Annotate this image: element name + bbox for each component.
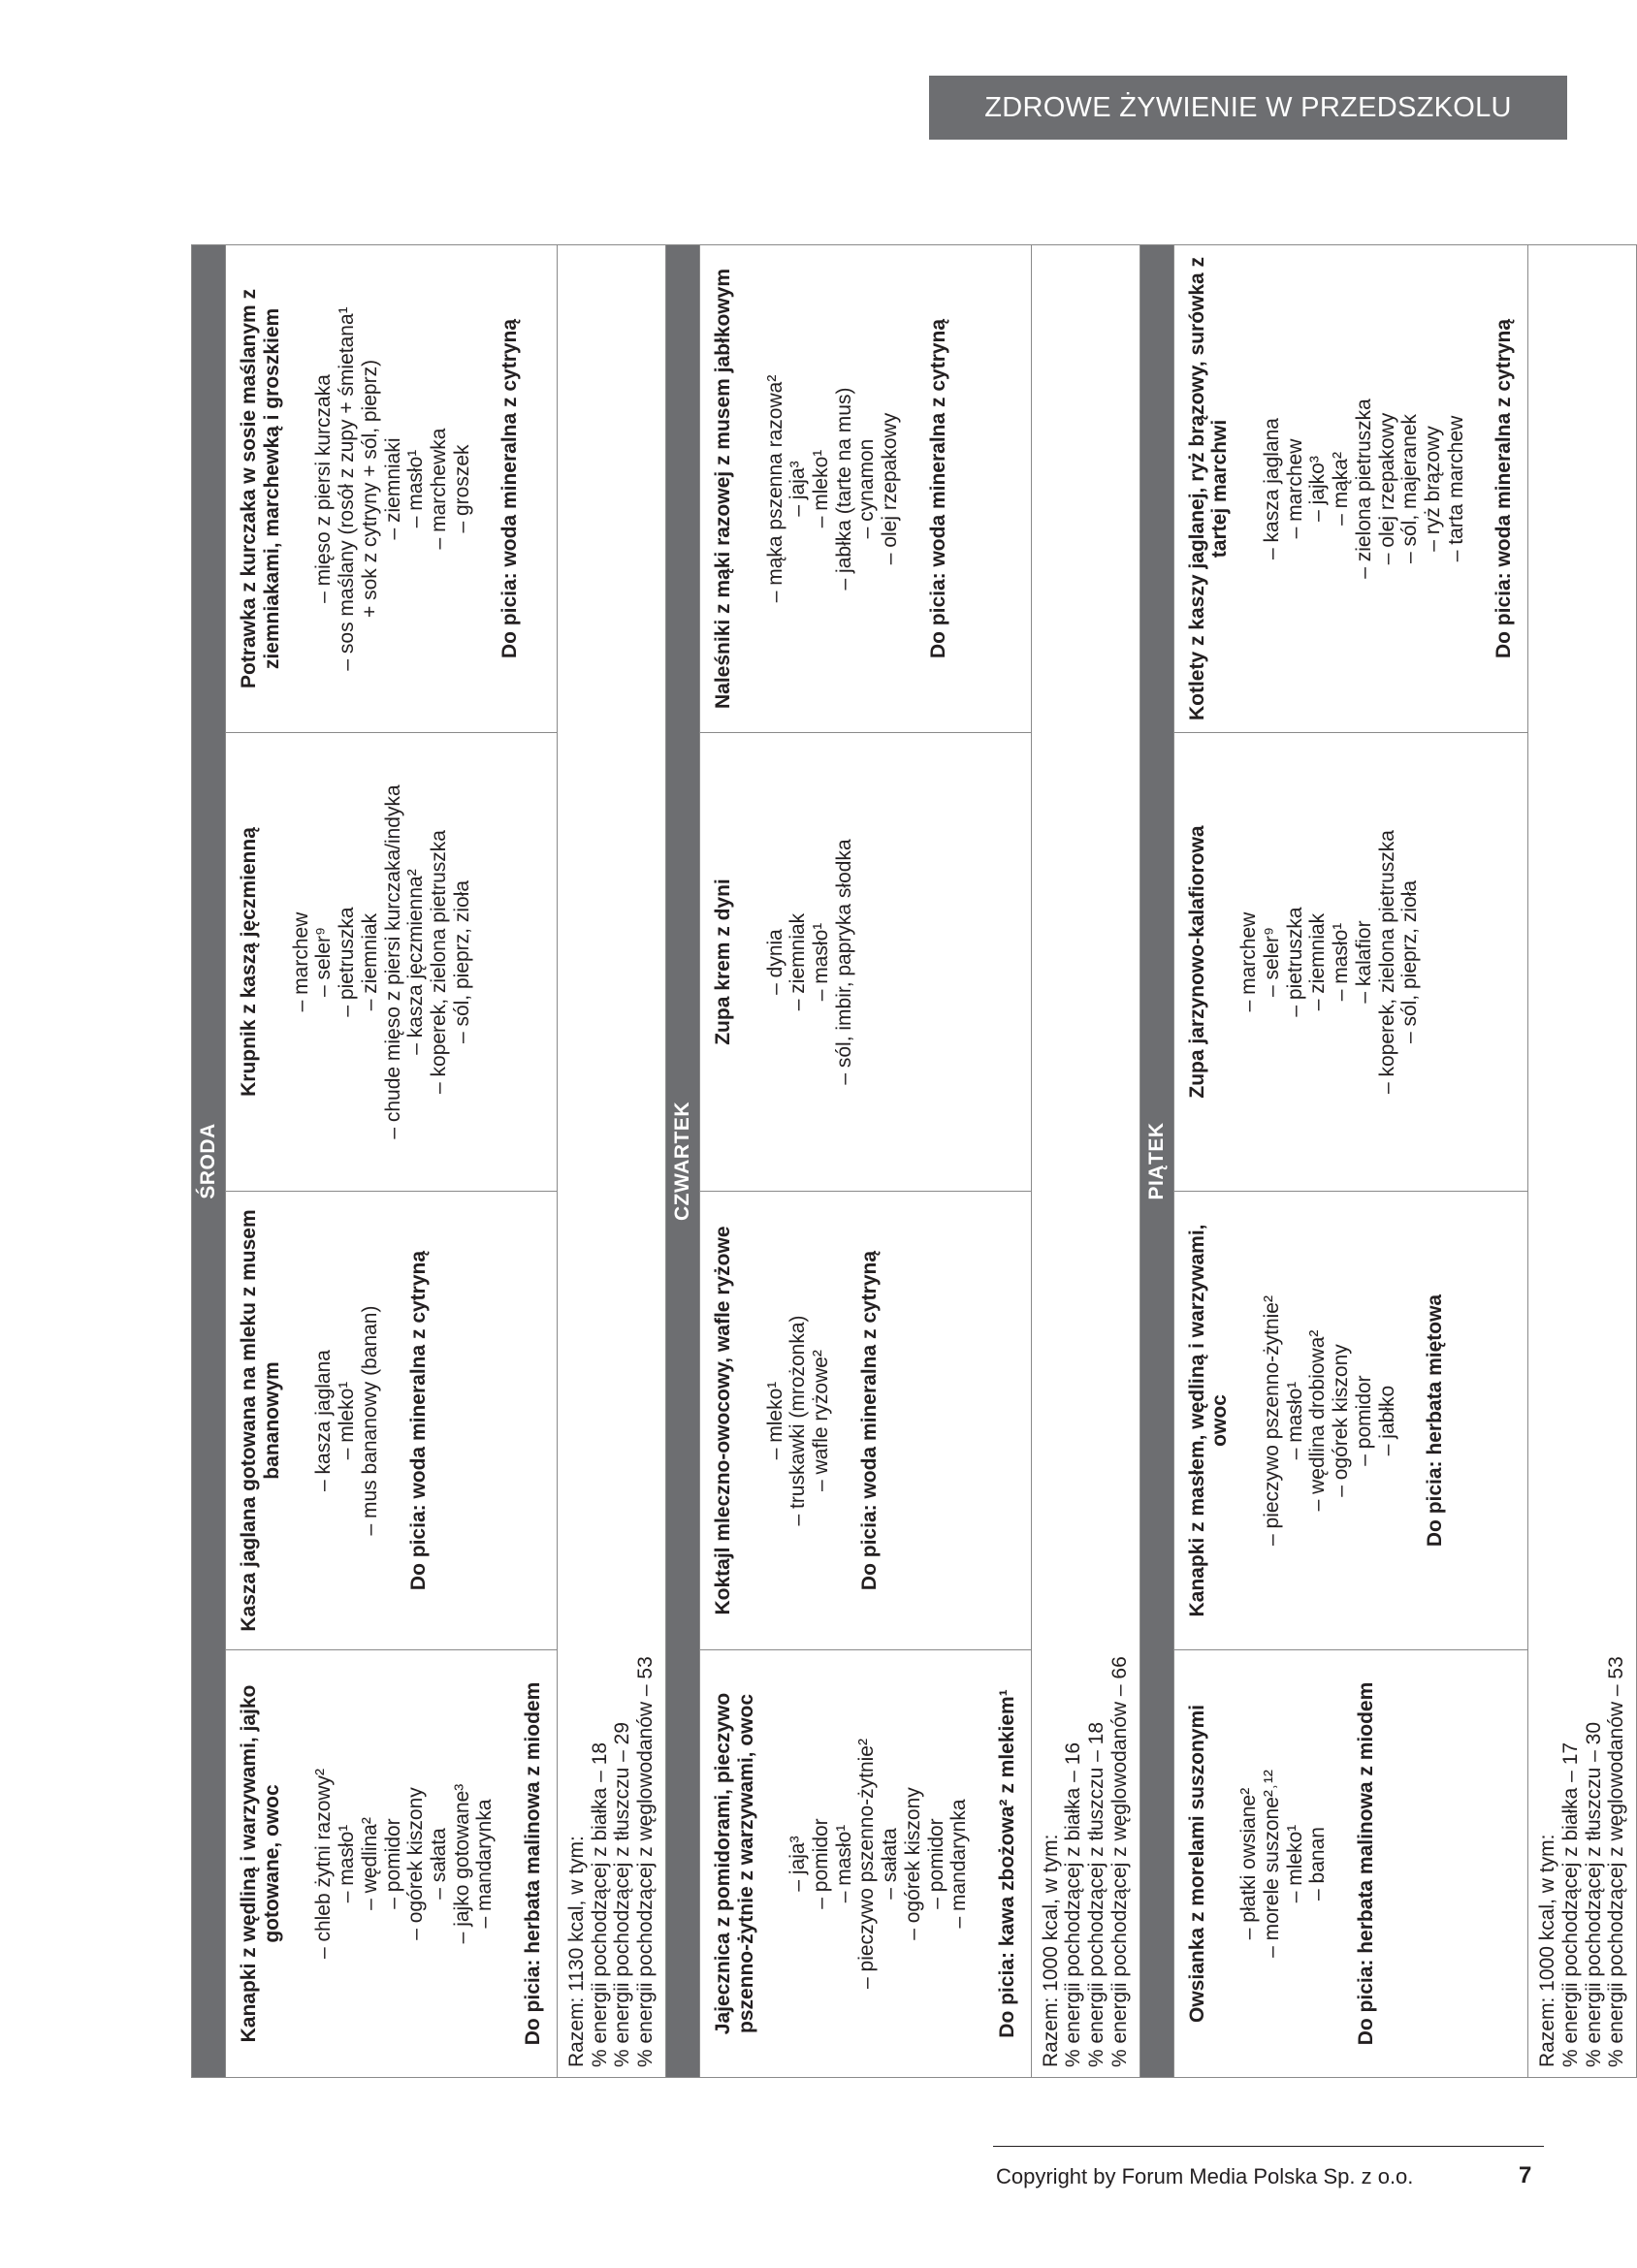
dish-name: Kasza jaglana gotowana na mleku z musem bananowym [238,1209,283,1632]
dish-name: Zupa jarzynowo-kalafiorowa [1185,825,1208,1099]
page-header-band [929,76,1567,140]
drink-line: Do picia: woda mineralna z cytryną [406,1250,430,1591]
menu-table-rotated [191,245,1628,2078]
ingredient: – mleko¹ [809,449,832,528]
summary-line: Razem: 1000 kcal, w tym: [1536,1834,1559,2067]
summary-line: % energii pochodzącej z białka – 17 [1558,1741,1582,2067]
ingredient: – pieczywo pszenno-żytnie² [1261,1295,1283,1546]
ingredient: – pietruszka [336,907,359,1017]
ingredient: – tarta marchew [1444,415,1467,562]
ingredient: – mąka² [1330,452,1353,526]
ingredient: – dynia [763,929,786,995]
ingredient: – ziemniak [358,912,381,1011]
meal-cell [1173,1192,1528,1650]
dish-name: Kanapki z wędliną i warzywami, jajko gotowane, owoc [238,1684,283,2043]
ingredient: – marchew [1283,438,1306,539]
dish-name: Jajecznica z pomidorami, pieczywo pszenno-żytnie z warzywami, owoc [711,1692,757,2035]
summary-line: % energii pochodzącej z tłuszczu – 29 [611,1721,634,2067]
ingredient: – pomidor [809,1818,832,1909]
page-number: 7 [1519,2162,1532,2188]
summary-row [1031,244,1139,2077]
ingredient: – pomidor [1352,1375,1375,1466]
ingredient: – masło¹ [809,922,832,1002]
meal-cell [226,733,558,1192]
ingredient: – sól, pieprz, zioła [450,879,473,1044]
ingredient: – jajko³ [1306,456,1330,522]
ingredient: – sól, pieprz, zioła [1398,879,1422,1044]
ingredient: – kasza jęczmienna² [404,869,428,1055]
summary-line: Razem: 1130 kcal, w tym: [564,1836,588,2067]
meals-row [1173,244,1528,2077]
meal-cell [699,1650,1031,2078]
summary-line: % energii pochodzącej z białka – 18 [588,1741,611,2067]
drink-line: Do picia: herbata malinowa z miodem [522,1681,545,2046]
ingredient: – masło¹ [1283,1381,1306,1460]
ingredient: – sól, majeranek [1398,413,1422,564]
summary-row [557,244,665,2077]
meal-cell [1173,733,1528,1192]
ingredient: – ogórek kiszony [1330,1344,1353,1497]
ingredient: – seler⁹ [312,926,336,998]
meals-row [226,244,558,2077]
ingredient: – pomidor [381,1818,404,1909]
drink-line: Do picia: woda mineralna z cytryną [926,318,949,659]
summary-row [1528,244,1637,2077]
ingredient: – ogórek kiszony [404,1787,428,1940]
dish-name: Kanapki z masłem, wędliną i warzywami, owoc [1185,1224,1232,1617]
ingredient: – jaja³ [786,1836,810,1892]
day-header-czwartek: CZWARTEK [665,244,699,2077]
dish-name: Koktajl mleczno-owocowy, wafle ryżowe [711,1226,734,1615]
ingredient: – mleko¹ [336,1381,359,1460]
ingredient: – wędlina drobiowa² [1306,1329,1330,1512]
footer-copyright: Copyright by Forum Media Polska Sp. z o.o. [996,2164,1414,2188]
ingredient: – cynamon [855,438,879,539]
ingredient: – morele suszone²˒¹² [1261,1770,1283,1958]
ingredient: – masło¹ [1330,922,1353,1002]
ingredient: – masło¹ [832,1824,855,1903]
ingredient: – masło¹ [404,449,428,528]
nutrition-summary [557,244,665,2077]
meal-cell [699,733,1031,1192]
day-header-sroda: ŚRODA [192,244,226,2077]
ingredient: – pomidor [924,1818,947,1909]
ingredient: – ziemniak [1306,912,1330,1011]
meal-cell [1173,1650,1528,2078]
meal-cell [1173,244,1528,732]
drink-line: Do picia: woda mineralna z cytryną [857,1250,881,1591]
summary-line: % energii pochodzącej z węglowodanów – 66 [1107,1656,1131,2067]
ingredient: – mleko¹ [1283,1824,1306,1903]
summary-line: % energii pochodzącej z tłuszczu – 30 [1582,1721,1605,2067]
ingredient: – seler⁹ [1261,926,1283,998]
ingredient: – jabłka (tarte na mus) [832,387,855,591]
ingredient: – wędlina² [358,1817,381,1910]
ingredient: – ziemniaki [381,437,404,540]
ingredient: + sok z cytryny + sól, pieprz) [358,359,381,619]
dish-name: Zupa krem z dyni [711,878,734,1045]
dish-name: Krupnik z kaszą jęczmienną [238,827,260,1097]
meals-row [699,244,1031,2077]
ingredient: – banan [1306,1827,1330,1901]
dish-name: Naleśniki z mąki razowej z musem jabłkowym [711,268,734,709]
ingredient: – kalafior [1352,920,1375,1004]
page-header-title: ZDROWE ŻYWIENIE W PRZEDSZKOLU [984,91,1512,123]
ingredient: – koperek, zielona pietruszka [428,830,451,1094]
ingredient: – marchew [1237,911,1261,1012]
day-header-row [1139,244,1173,2077]
meal-cell [226,244,558,732]
ingredient: – ryż brązowy [1422,426,1445,552]
nutrition-summary [1528,244,1637,2077]
ingredient: – marchew [289,911,312,1012]
summary-line: Razem: 1000 kcal, w tym: [1039,1834,1062,2067]
dish-name: Potrawka z kurczaka w sosie maślanym z ziemniakami, marchewką i groszkiem [238,288,283,689]
ingredient: – marchewka [428,428,451,550]
nutrition-summary [1031,244,1139,2077]
dish-name: Owsianka z morelami suszonymi [1185,1705,1208,2023]
summary-line: % energii pochodzącej z węglowodanów – 53 [634,1656,658,2067]
ingredient: – wafle ryżowe² [809,1350,832,1491]
meal-cell [226,1192,558,1650]
dish-name: Kotlety z kaszy jaglanej, ryż brązowy, surówka z tartej marchwi [1185,256,1232,721]
ingredient: – kasza jaglana [1261,418,1283,559]
ingredient: – jaja³ [786,461,810,517]
ingredient: – mąka pszenna razowa² [763,374,786,603]
day-header-row [192,244,226,2077]
ingredient: – olej rzepakowy [879,412,902,565]
meal-cell [699,244,1031,732]
ingredient: – mleko¹ [763,1381,786,1460]
day-header-row [665,244,699,2077]
summary-line: % energii pochodzącej z tłuszczu – 18 [1085,1721,1108,2067]
ingredient: – mus bananowy (banan) [358,1305,381,1536]
ingredient: – mandarynka [947,1799,971,1929]
ingredient: – sałata [879,1828,902,1900]
drink-line: Do picia: woda mineralna z cytryną [498,318,522,659]
ingredient: – koperek, zielona pietruszka [1375,830,1398,1094]
ingredient: – mięso z piersi kurczaka [312,374,336,603]
menu-table [191,244,1637,2078]
ingredient: – ziemniak [786,912,810,1011]
ingredient: – jajko gotowane³ [450,1783,473,1944]
summary-line: % energii pochodzącej z białka – 16 [1062,1741,1085,2067]
summary-line: % energii pochodzącej z węglowodanów – 53 [1605,1656,1628,2067]
drink-line: Do picia: kawa zbożowa² z mlekiem¹ [995,1689,1018,2038]
ingredient: – płatki owsiane² [1237,1787,1261,1940]
meal-cell [226,1650,558,2078]
ingredient: – sałata [428,1828,451,1900]
drink-line: Do picia: herbata miętowa [1424,1294,1447,1548]
ingredient: – groszek [450,444,473,533]
ingredient: – jabłko [1375,1385,1398,1456]
ingredient: – masło¹ [336,1824,359,1903]
drink-line: Do picia: herbata malinowa z miodem [1355,1681,1378,2046]
ingredient: – pietruszka [1283,907,1306,1017]
ingredient: – olej rzepakowy [1375,412,1398,565]
ingredient: – kasza jaglana [312,1350,336,1491]
ingredient: – chude mięso z piersi kurczaka/indyka [381,784,404,1139]
ingredient: – mandarynka [473,1799,497,1929]
ingredient: – truskawki (mrożonka) [786,1315,810,1526]
ingredient: – chleb żytni razowy² [312,1768,336,1960]
day-header-piatek: PIĄTEK [1139,244,1173,2077]
meal-cell [699,1192,1031,1650]
ingredient: – sól, imbir, papryka słodka [832,839,855,1085]
ingredient: – pieczywo pszenno-żytnie² [855,1739,879,1989]
footer-divider [993,2146,1544,2147]
ingredient: – sos maślany (rosół z zupy + śmietana¹ [336,306,359,671]
ingredient: – ogórek kiszony [901,1787,924,1940]
drink-line: Do picia: woda mineralna z cytryną [1493,318,1516,659]
ingredient: – zielona pietruszka [1352,399,1375,579]
